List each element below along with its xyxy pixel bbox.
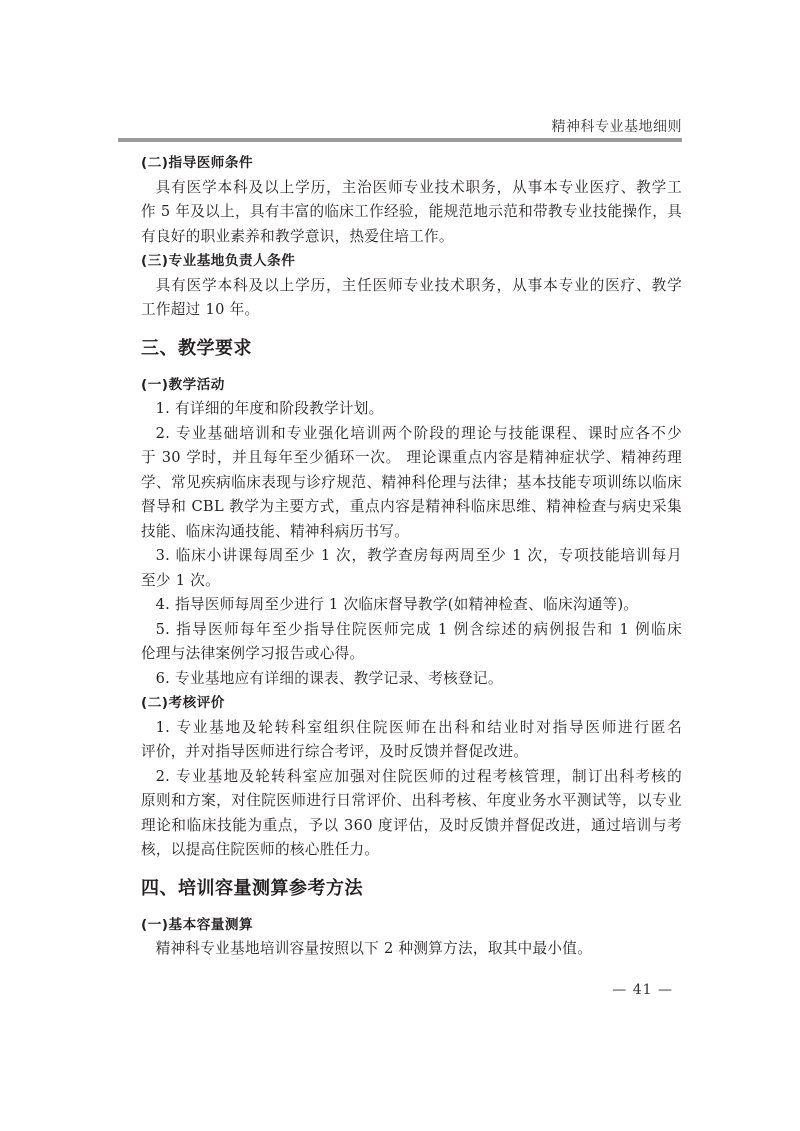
page-number: — 41 — (612, 982, 673, 998)
paragraph (141, 422, 682, 545)
paragraph-line: 2. 专业基础培训和专业强化培训两个阶段的理论与技能课程、课时应各不少 (155, 424, 682, 442)
paragraph-line: 具有医学本科及以上学历，主治医师专业技术职务，从事本专业医疗、教学工 (155, 178, 682, 196)
paragraph-line: 2. 专业基地及轮转科室应加强对住院医师的过程考核管理，制订出科考核的 (155, 767, 682, 785)
paragraph (141, 593, 682, 618)
paragraph-line: 原则和方案，对住院医师进行日常评价、出科考核、年度业务水平测试等，以专业 (141, 792, 682, 809)
paragraph-line: 3. 临床小讲课每周至少 1 次，教学查房每两周至少 1 次，专项技能培训每月 (155, 547, 682, 564)
paragraph-line: 学、常见疾病临床表现与诊疗规范、精神科伦理与法律；基本技能专项训练以临床 (141, 473, 682, 491)
subsection-heading: (二)指导医师条件 (141, 155, 254, 171)
subsection-heading: (二)考核评价 (141, 695, 225, 711)
paragraph-line: 1. 有详细的年度和阶段教学计划。 (155, 400, 384, 417)
paragraph-line: 理论和临床技能为重点，予以 360 度评估，及时反馈并督促改进，通过培训与考 (141, 816, 682, 834)
subsection-heading: (一)教学活动 (141, 376, 225, 393)
paragraph-line: 核，以提高住院医师的核心胜任力。 (141, 841, 380, 858)
paragraph-line: 伦理与法律案例学习报告或心得。 (141, 645, 365, 662)
paragraph (141, 176, 682, 250)
paragraph (141, 937, 682, 962)
paragraph (141, 274, 682, 323)
header-rule (118, 138, 682, 142)
paragraph (141, 667, 682, 692)
paragraph-line: 督导和 CBL 教学为主要方式，重点内容是精神科临床思维、精神检查与病史采集 (141, 498, 682, 515)
paragraph-line: 工作超过 10 年。 (141, 301, 260, 318)
paragraph-line: 5. 指导医师每年至少指导住院医师完成 1 例含综述的病例报告和 1 例临床 (155, 620, 682, 638)
paragraph-line: 有良好的职业素养和教学意识，热爱住培工作。 (141, 227, 454, 245)
paragraph-line: 技能、临床沟通技能、精神科病历书写。 (141, 522, 410, 540)
subsection-heading: (三)专业基地负责人条件 (141, 253, 296, 269)
section-heading: 四、培训容量测算参考方法 (141, 877, 363, 899)
paragraph-line: 6. 专业基地应有详细的课表、教学记录、考核登记。 (155, 669, 503, 687)
document-body (141, 151, 682, 962)
paragraph (141, 618, 682, 667)
paragraph-line: 至少 1 次。 (141, 571, 221, 589)
paragraph-line: 4. 指导医师每周至少进行 1 次临床督导教学(如精神检查、临床沟通等)。 (155, 596, 639, 613)
paragraph-line: 于 30 学时，并且每年至少循环一次。 理论课重点内容是精神症状学、精神药理 (141, 449, 682, 466)
paragraph (141, 765, 682, 863)
section-heading: 三、教学要求 (141, 337, 252, 359)
paragraph-line: 精神科专业基地培训容量按照以下 2 种测算方法，取其中最小值。 (155, 940, 593, 957)
running-header-title: 精神科专业基地细则 (551, 119, 682, 135)
paragraph-line: 1. 专业基地及轮转科室组织住院医师在出科和结业时对指导医师进行匿名 (155, 718, 682, 736)
paragraph-line: 具有医学本科及以上学历，主任医师专业技术职务，从事本专业的医疗、教学 (155, 276, 682, 294)
subsection-heading: (一)基本容量测算 (141, 916, 254, 933)
paragraph (141, 716, 682, 765)
paragraph (141, 544, 682, 593)
paragraph-line: 评价，并对指导医师进行综合考评，及时反馈并督促改进。 (141, 743, 529, 760)
paragraph-line: 作 5 年及以上，具有丰富的临床工作经验，能规范地示范和带教专业技能操作，具 (141, 203, 682, 220)
paragraph (141, 397, 682, 422)
